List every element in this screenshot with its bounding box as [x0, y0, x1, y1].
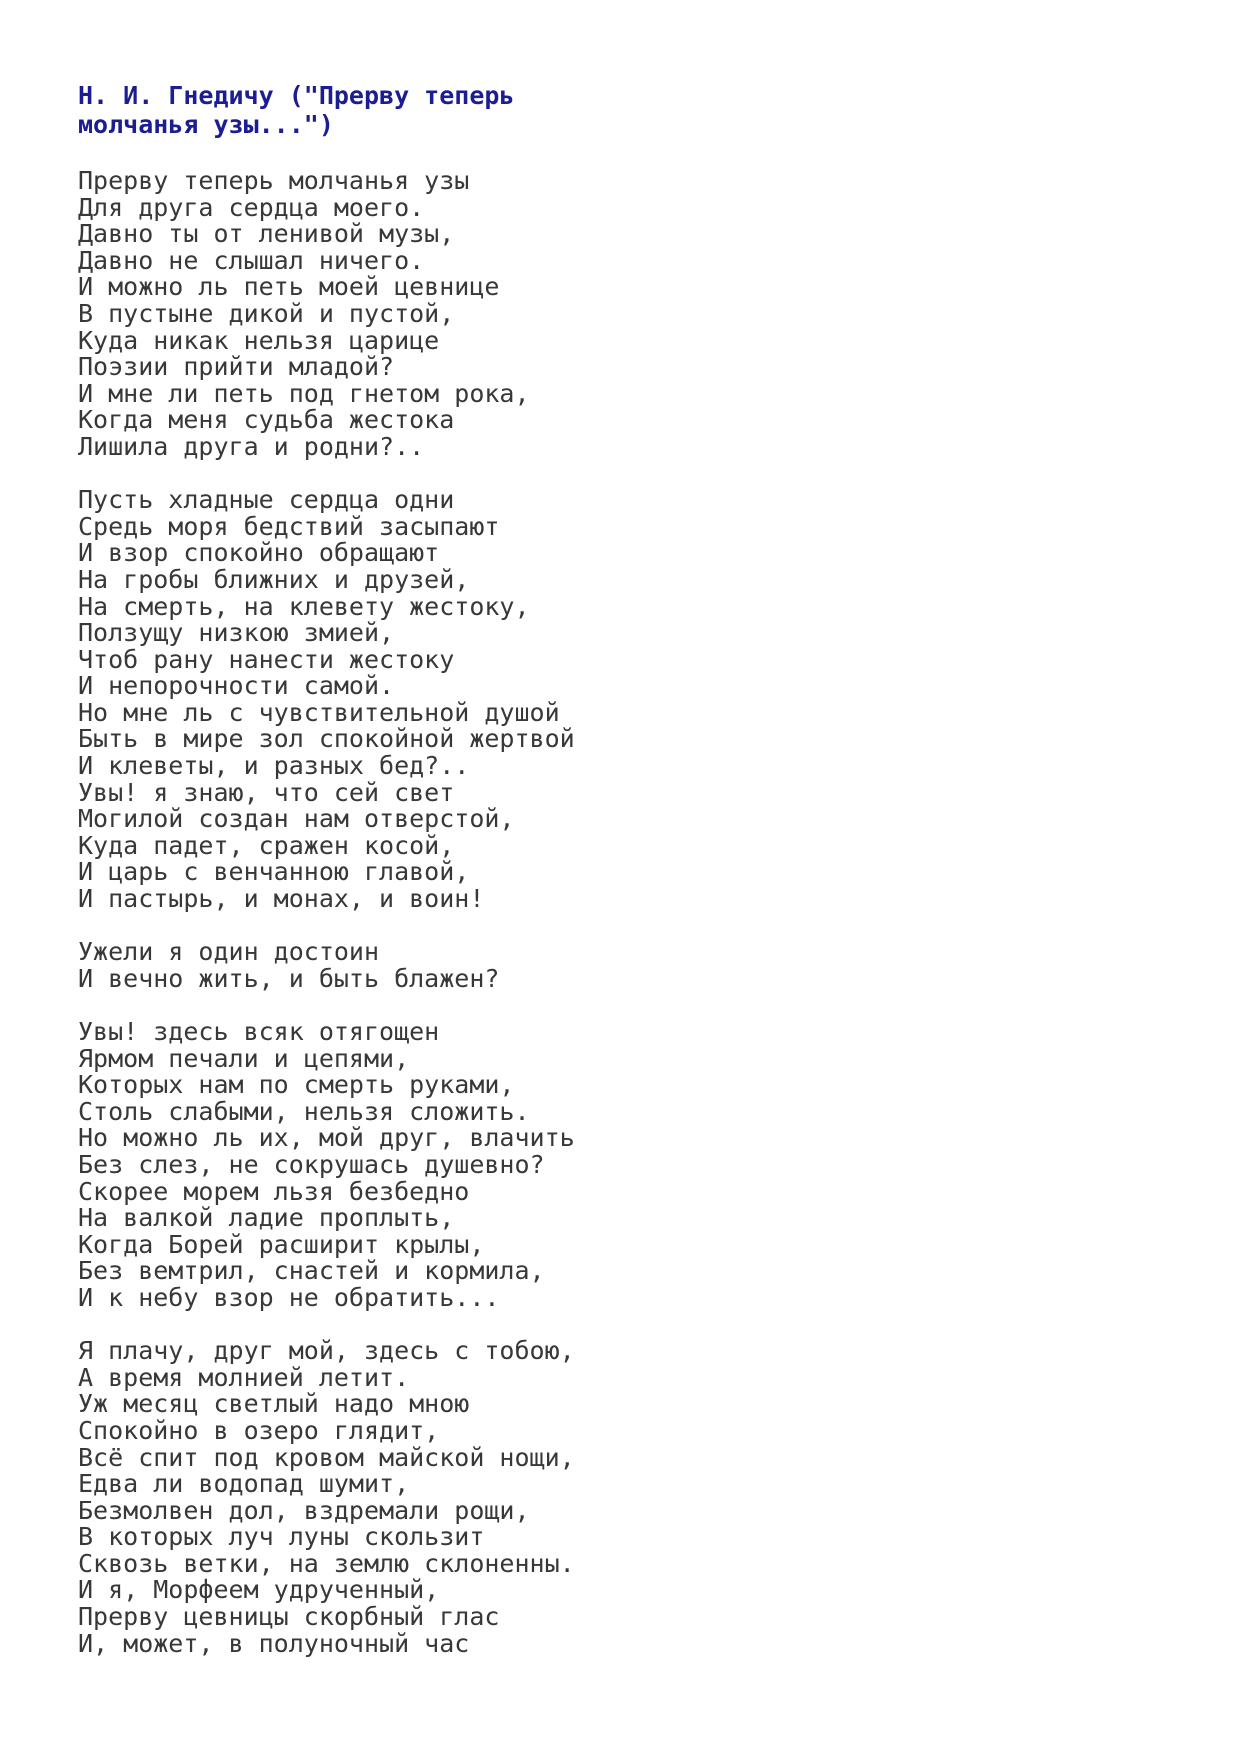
poem-line: Ужели я один достоин [78, 937, 380, 967]
poem-line: Когда меня судьба жестока [78, 405, 455, 435]
poem-line: Для друга сердца моего. [78, 192, 425, 222]
poem-line: Но мне ль с чувствительной душой [78, 697, 560, 727]
poem-line: И можно ль петь моей цевнице [78, 272, 500, 302]
stanza [78, 939, 1202, 992]
poem-line: Давно не слышал ничего. [78, 245, 425, 275]
poem-line: Безмолвен дол, вздремали рощи, [78, 1495, 530, 1525]
poem-line: Я плачу, друг мой, здесь с тобою, [78, 1336, 575, 1366]
stanza [78, 1338, 1202, 1657]
poem-line: Уж месяц светлый надо мною [78, 1389, 470, 1419]
poem-line: Сквозь ветки, на землю склоненны. [78, 1548, 575, 1578]
poem-line: Ползущу низкою змией, [78, 618, 395, 648]
stanza [78, 1019, 1202, 1312]
poem-line: В пустыне дикой и пустой, [78, 298, 455, 328]
poem-line: Куда никак нельзя царице [78, 325, 440, 355]
poem-line: Куда падет, сражен косой, [78, 830, 455, 860]
poem-body [78, 168, 1202, 1657]
poem-line: Давно ты от ленивой музы, [78, 219, 455, 249]
poem-line: Чтоб рану нанести жестоку [78, 644, 455, 674]
poem-line: Прерву теперь молчанья узы [78, 166, 470, 195]
poem-line: И пастырь, и монах, и воин! [78, 884, 485, 914]
poem-line: Лишила друга и родни?.. [78, 431, 425, 461]
stanza [78, 168, 1202, 461]
poem-line: Всё спит под кровом майской нощи, [78, 1442, 575, 1472]
poem-line: Без вемтрил, снастей и кормила, [78, 1256, 545, 1286]
poem-line: И, может, в полуночный час [78, 1628, 470, 1658]
poem-line: А время молнией летит. [78, 1362, 410, 1392]
poem-line: На смерть, на клевету жестоку, [78, 591, 530, 621]
poem-line: И я, Морфеем удрученный, [78, 1575, 440, 1605]
poem-line: Прерву цевницы скорбный глас [78, 1602, 500, 1632]
poem-title-line-2: молчанья узы...") [78, 110, 334, 139]
poem-line: На валкой ладие проплыть, [78, 1203, 455, 1233]
poem-line: Без слез, не сокрушась душевно? [78, 1149, 545, 1179]
poem-line: В которых луч луны скользит [78, 1522, 485, 1552]
poem-line: И мне ли петь под гнетом рока, [78, 378, 530, 408]
poem-line: Быть в мире зол спокойной жертвой [78, 724, 575, 754]
poem-line: И вечно жить, и быть блажен? [78, 963, 500, 993]
poem-line: Ярмом печали и цепями, [78, 1043, 410, 1073]
poem-line: И царь с венчанною главой, [78, 857, 470, 887]
poem-line: Но можно ль их, мой друг, влачить [78, 1123, 575, 1153]
poem-line: Могилой создан нам отверстой, [78, 804, 515, 834]
poem-line: Пусть хладные сердца одни [78, 485, 455, 515]
poem-line: Увы! здесь всяк отягощен [78, 1017, 440, 1046]
poem-line: Едва ли водопад шумит, [78, 1469, 410, 1499]
poem-title-line-1: Н. И. Гнедичу ("Прерву теперь [78, 81, 515, 110]
poem-line: Средь моря бедствий засыпают [78, 511, 500, 541]
poem-line: Спокойно в озеро глядит, [78, 1415, 440, 1445]
poem-line: И к небу взор не обратить... [78, 1282, 500, 1312]
poem-line: Поэзии прийти младой? [78, 352, 395, 382]
poem-line: Когда Борей расширит крылы, [78, 1229, 485, 1259]
poem-line: Столь слабыми, нельзя сложить. [78, 1096, 530, 1126]
poem-title [78, 81, 1202, 139]
stanza [78, 487, 1202, 913]
poem-line: И взор спокойно обращают [78, 538, 440, 568]
poem-line: И непорочности самой. [78, 671, 395, 701]
poem-line: Увы! я знаю, что сей свет [78, 777, 455, 807]
poem-line: Которых нам по смерть руками, [78, 1070, 515, 1100]
poem-line: На гробы ближних и друзей, [78, 564, 470, 594]
poem-line: Скорее морем льзя безбедно [78, 1176, 470, 1206]
poem-line: И клеветы, и разных бед?.. [78, 751, 470, 781]
